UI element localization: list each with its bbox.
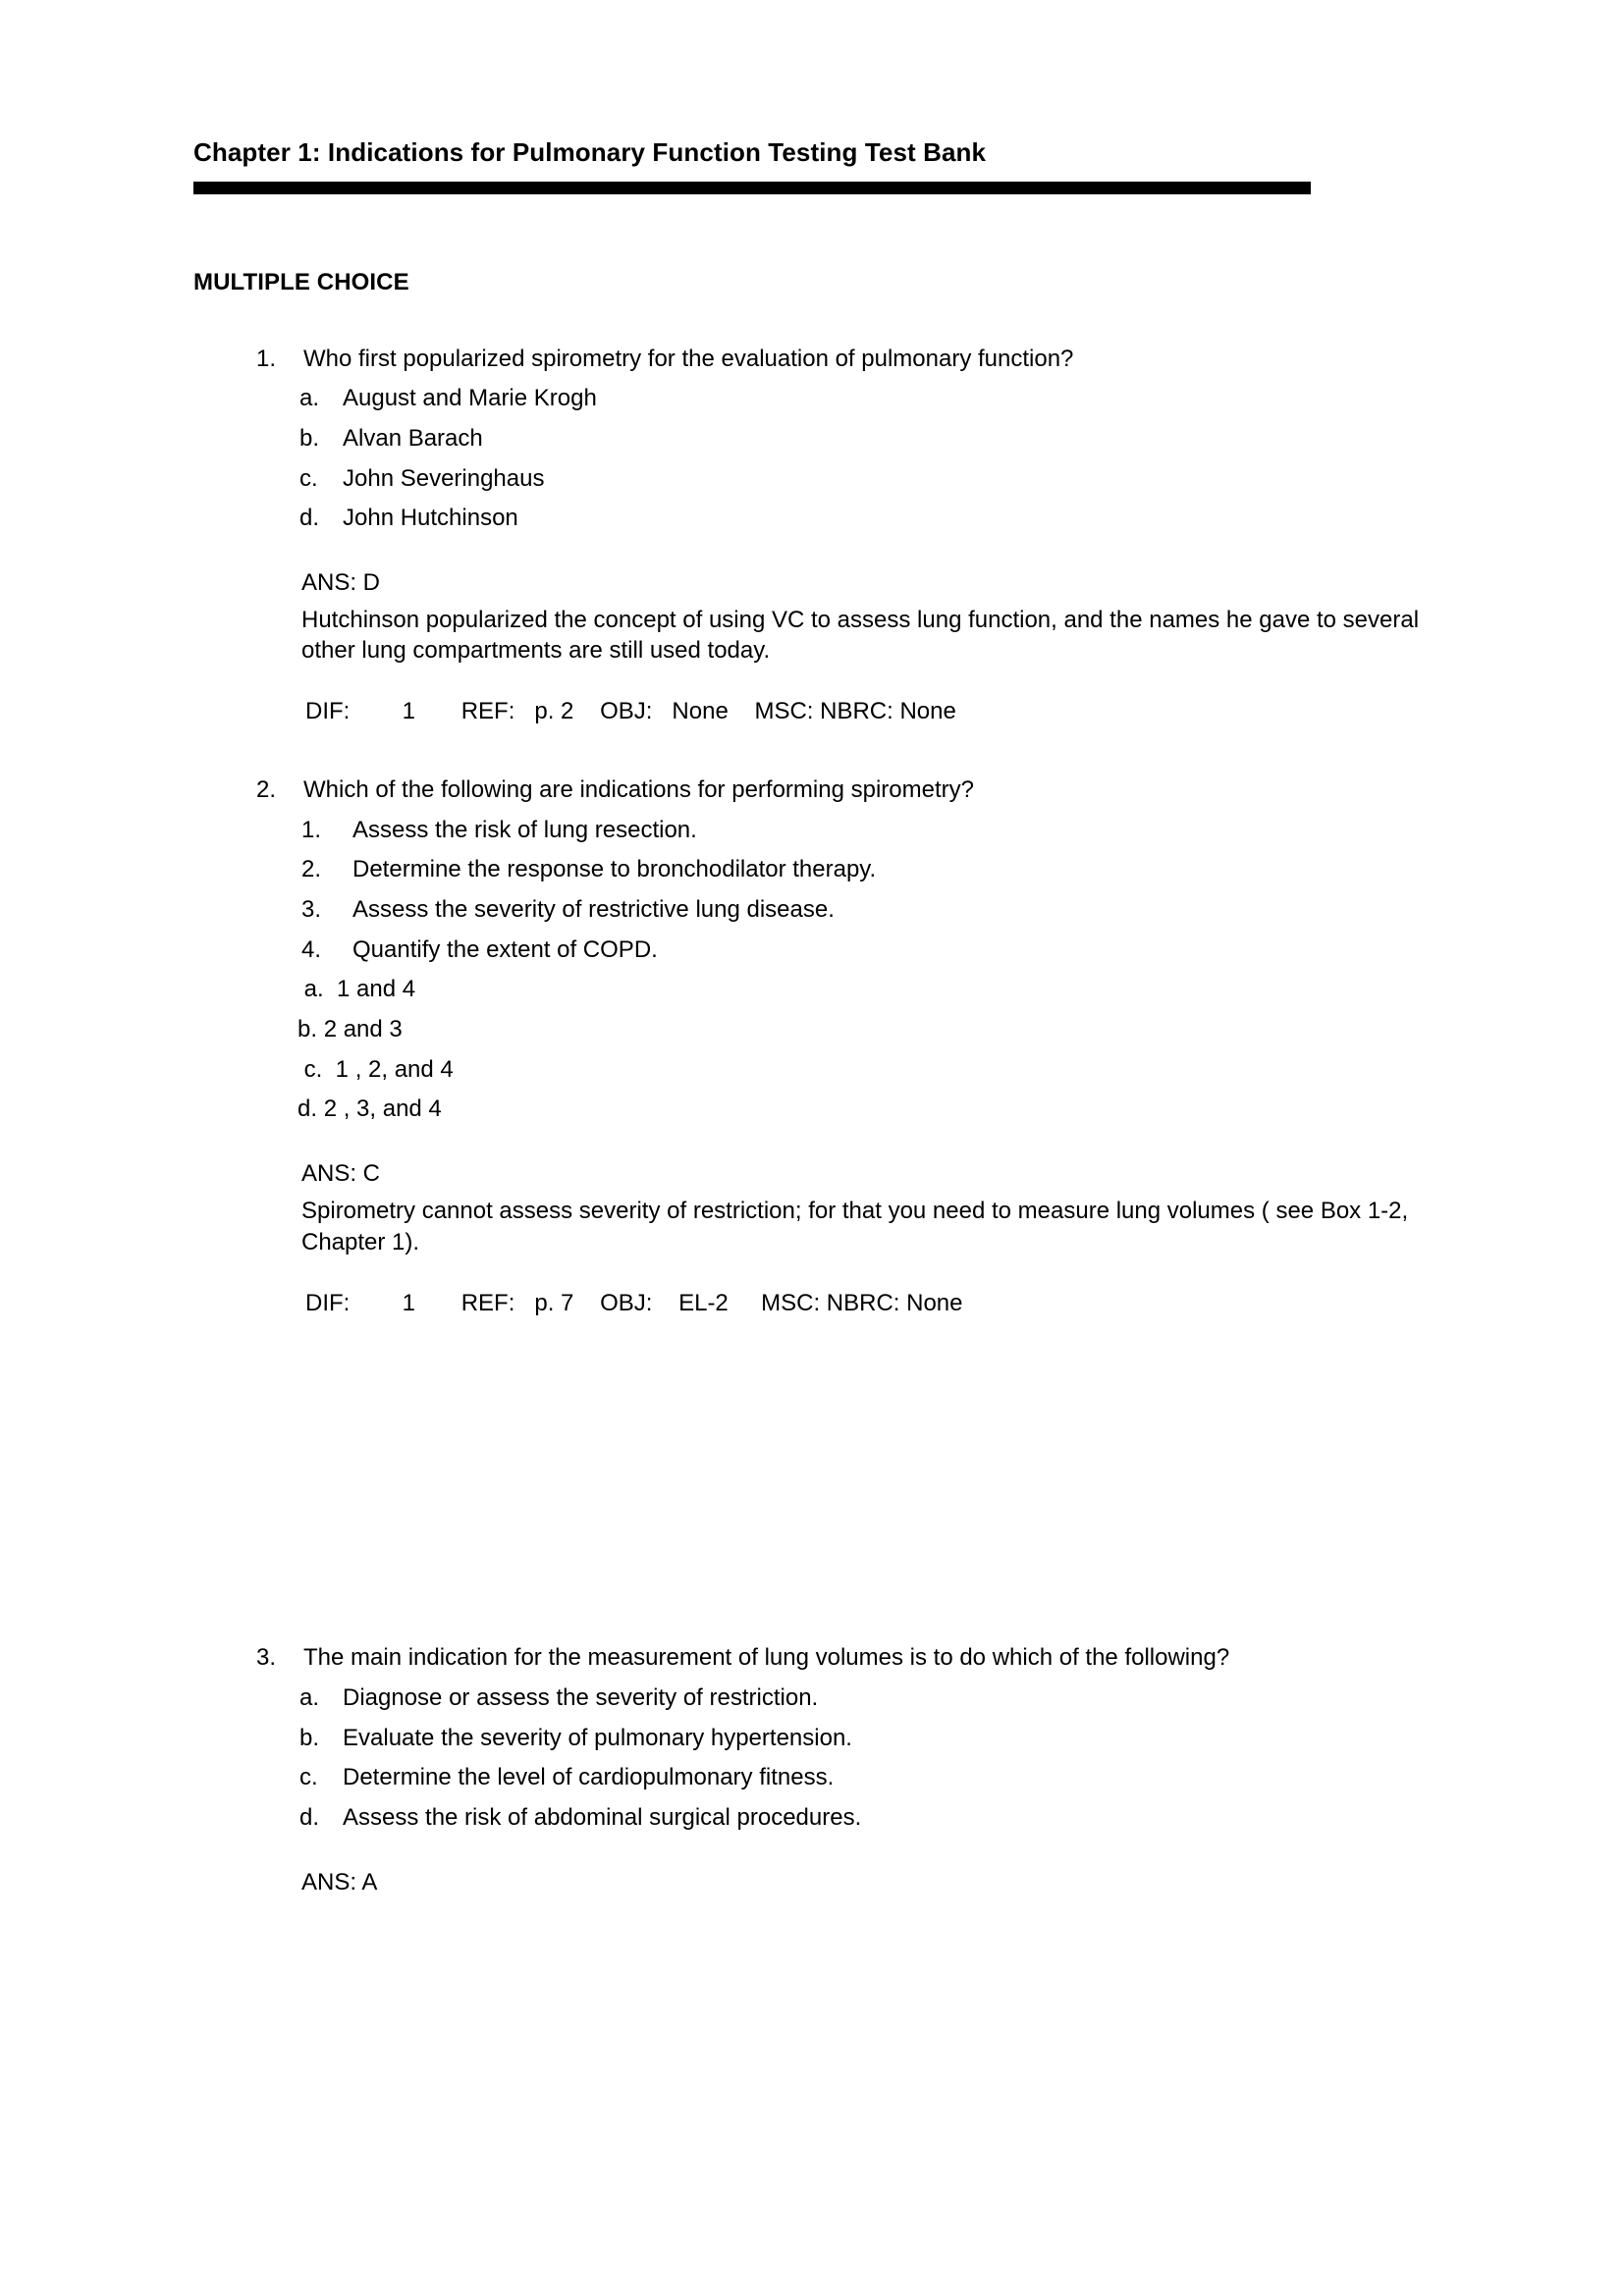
option-row[interactable] [193, 1094, 1460, 1125]
question-number: 2. [256, 776, 277, 804]
question-stem-2 [193, 774, 1460, 806]
document-header [193, 0, 1460, 194]
sub-item-row [193, 815, 1460, 846]
question-block-3 [193, 1642, 1460, 1897]
answer-line: ANS: C [301, 1160, 381, 1188]
option-label: a. [299, 385, 320, 412]
option-text: Assess the risk of abdominal surgical procedures. [343, 1803, 862, 1831]
option-row[interactable] [193, 463, 1460, 495]
metadata-line: DIF: 1 REF: p. 7 OBJ: EL-2 MSC: NBRC: None [305, 1289, 963, 1316]
page-title: Chapter 1: Indications for Pulmonary Function Testing Test Bank [193, 137, 987, 167]
sub-item-label: 1. [301, 816, 322, 843]
option-label: d. [299, 505, 320, 532]
option-list-1 [193, 383, 1460, 534]
question-text: The main indication for the measurement of lung volumes is to do which of the following? [303, 1644, 1230, 1672]
option-row[interactable] [193, 1014, 1460, 1045]
rationale-text: Hutchinson popularized the concept of using VC to assess lung function, and the names he gave to several other lung compartments are still used today. [301, 606, 1420, 665]
answer-line: ANS: A [301, 1868, 378, 1896]
sub-item-label: 4. [301, 935, 322, 963]
option-row[interactable] [193, 503, 1460, 534]
option-list-2 [193, 974, 1460, 1125]
sub-item-text: Assess the risk of lung resection. [352, 816, 697, 843]
sub-item-row [193, 934, 1460, 966]
option-list-3 [193, 1682, 1460, 1834]
option-text: 1 and 4 [337, 976, 416, 1003]
sub-item-text: Determine the response to bronchodilator therapy. [352, 856, 877, 883]
sub-item-label: 2. [301, 856, 322, 883]
option-row[interactable] [193, 974, 1460, 1005]
question-text: Who first popularized spirometry for the evaluation of pulmonary function? [303, 345, 1074, 372]
option-row[interactable] [193, 1723, 1460, 1754]
question-number: 1. [256, 345, 277, 372]
option-label: a. [298, 976, 338, 1003]
option-label: d. [299, 1803, 320, 1831]
option-label: b. [298, 1016, 324, 1043]
option-text: August and Marie Krogh [343, 385, 597, 412]
option-row[interactable] [193, 1762, 1460, 1793]
question-block-1 [193, 344, 1460, 728]
option-label: c. [299, 464, 318, 492]
option-text: Determine the level of cardiopulmonary fitness. [343, 1764, 835, 1791]
option-label: b. [299, 1724, 320, 1751]
option-text: 2 and 3 [323, 1016, 403, 1043]
question-stem-1 [193, 344, 1460, 375]
question-block-2 [193, 774, 1460, 1318]
option-text: Diagnose or assess the severity of restriction. [343, 1683, 819, 1711]
sub-item-list-2 [193, 815, 1460, 966]
section-heading-multiple-choice: MULTIPLE CHOICE [193, 268, 409, 295]
rationale-text: Spirometry cannot assess severity of restriction; for that you need to measure lung volumes ( see Box 1-2, Chapter 1). [301, 1197, 1409, 1255]
sub-item-label: 3. [301, 896, 322, 924]
metadata-line: DIF: 1 REF: p. 2 OBJ: None MSC: NBRC: None [305, 698, 956, 725]
option-label: b. [299, 424, 320, 452]
question-stem-3 [193, 1642, 1460, 1674]
option-row[interactable] [193, 423, 1460, 454]
option-text: John Severinghaus [343, 464, 545, 492]
page-content [193, 0, 1460, 1897]
option-text: 1 , 2, and 4 [335, 1055, 454, 1083]
option-row[interactable] [193, 1682, 1460, 1714]
sub-item-row [193, 894, 1460, 926]
page-break-gap [193, 1318, 1460, 1595]
option-text: Evaluate the severity of pulmonary hypertension. [343, 1724, 852, 1751]
option-text: 2 , 3, and 4 [323, 1095, 442, 1123]
header-divider [193, 182, 1311, 194]
option-row[interactable] [193, 1054, 1460, 1086]
option-row[interactable] [193, 383, 1460, 414]
option-label: c. [298, 1055, 336, 1083]
question-number: 3. [256, 1644, 277, 1672]
option-label: c. [299, 1764, 318, 1791]
answer-line: ANS: D [301, 568, 381, 596]
option-text: Alvan Barach [343, 424, 483, 452]
sub-item-row [193, 854, 1460, 885]
option-label: a. [299, 1683, 320, 1711]
sub-item-text: Quantify the extent of COPD. [352, 935, 658, 963]
option-text: John Hutchinson [343, 505, 518, 532]
option-row[interactable] [193, 1802, 1460, 1834]
question-text: Which of the following are indications for performing spirometry? [303, 776, 974, 804]
option-label: d. [298, 1095, 324, 1123]
sub-item-text: Assess the severity of restrictive lung disease. [352, 896, 835, 924]
